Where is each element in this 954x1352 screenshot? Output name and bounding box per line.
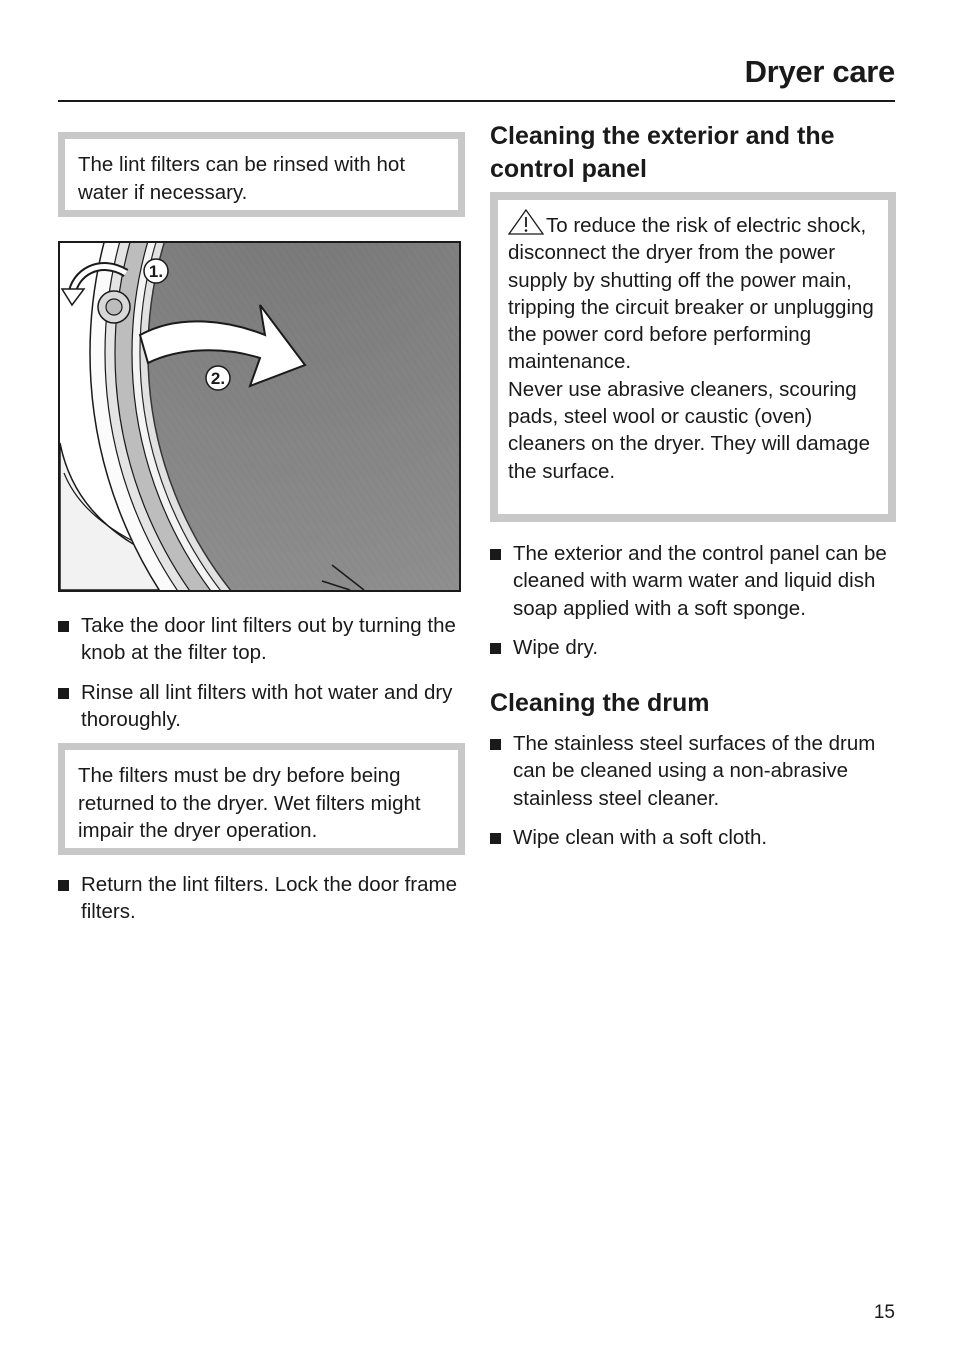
page-number: 15	[873, 1302, 895, 1323]
list-item: Wipe dry.	[490, 634, 896, 661]
warning-triangle-icon	[508, 209, 544, 235]
lint-filter-illustration	[58, 241, 461, 592]
square-bullet-icon	[490, 549, 501, 560]
step1-label: 1.	[148, 262, 164, 281]
section-heading-exterior: Cleaning the exterior and the control panel	[490, 122, 835, 183]
note-dry-box	[58, 743, 465, 855]
drum-cleaning-steps	[490, 730, 896, 851]
exterior-cleaning-steps	[490, 540, 896, 661]
warning-paragraph-2: Never use abrasive cleaners, scouring pads, steel wool or caustic (oven) cleaners on the dryer. They will damage the surface.	[508, 377, 870, 483]
list-item: The stainless steel surfaces of the drum can be cleaned using a non-abrasive stainless steel cleaner.	[490, 730, 896, 812]
page-title: Dryer care	[744, 54, 895, 89]
list-item: Rinse all lint filters with hot water and dry thoroughly.	[58, 679, 470, 734]
note-rinse-text: The lint filters can be rinsed with hot water if necessary.	[78, 153, 406, 204]
note-dry-text: The filters must be dry before being returned to the dryer. Wet filters might impair the dryer operation.	[78, 764, 421, 843]
filter-removal-steps	[58, 612, 470, 733]
warning-paragraph-1: To reduce the risk of electric shock, disconnect the dryer from the power supply by shutting off the power main, tripping the circuit breaker or unplugging the power cord before performing maintenance.	[508, 209, 879, 376]
left-column	[58, 132, 465, 938]
square-bullet-icon	[490, 739, 501, 750]
warning-box	[490, 192, 896, 522]
page-header	[58, 50, 895, 102]
lint-filter-drawing	[60, 243, 459, 590]
list-item: Return the lint filters. Lock the door frame filters.	[58, 871, 465, 926]
note-rinse-box	[58, 132, 465, 217]
square-bullet-icon	[58, 880, 69, 891]
square-bullet-icon	[490, 833, 501, 844]
section-heading-drum: Cleaning the drum	[490, 689, 710, 718]
right-column	[490, 120, 896, 863]
filter-return-steps	[58, 871, 465, 926]
step2-label: 2.	[210, 369, 226, 388]
list-item: The exterior and the control panel can be cleaned with warm water and liquid dish soap applied with a soft sponge.	[490, 540, 896, 622]
square-bullet-icon	[490, 643, 501, 654]
square-bullet-icon	[58, 621, 69, 632]
list-item: Take the door lint filters out by turning the knob at the filter top.	[58, 612, 470, 667]
square-bullet-icon	[58, 688, 69, 699]
list-item: Wipe clean with a soft cloth.	[490, 824, 896, 851]
